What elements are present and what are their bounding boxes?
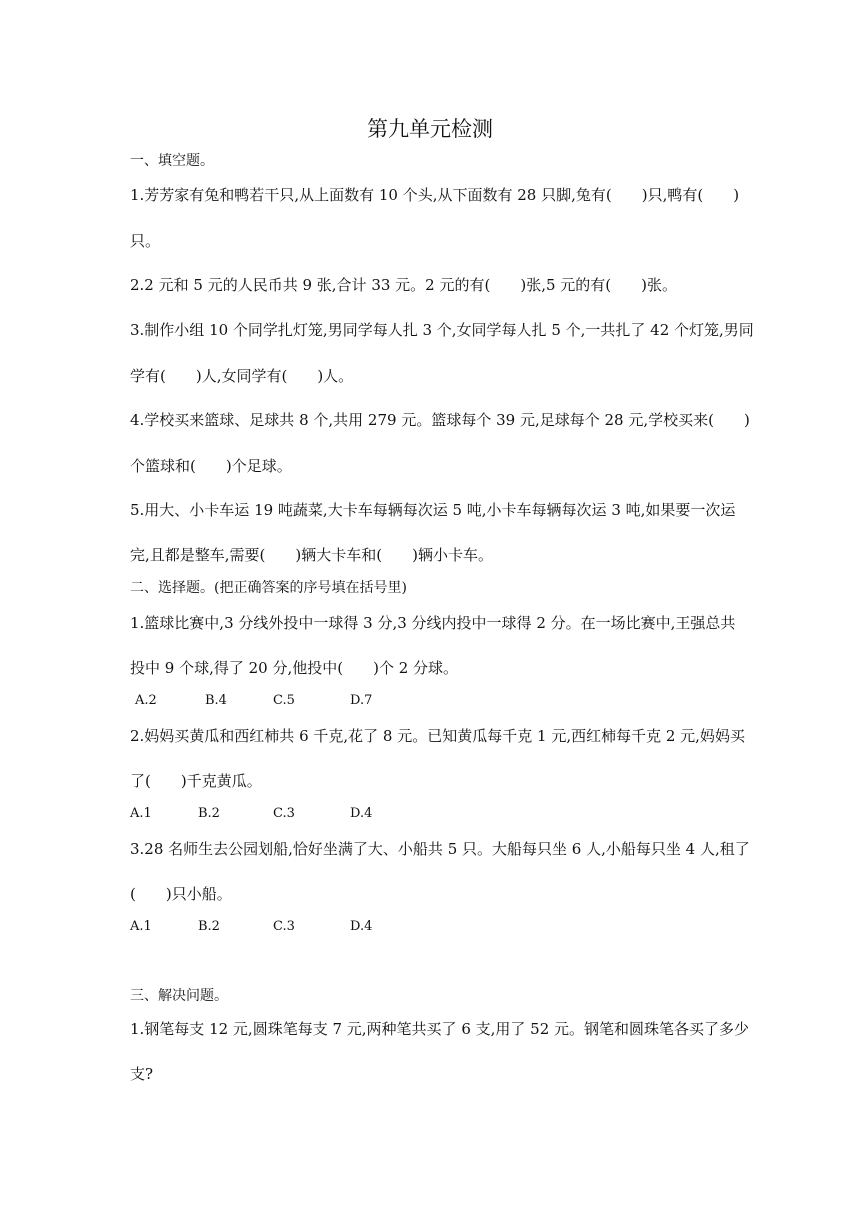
section-heading-multiple-choice: 二、选择题。(把正确答案的序号填在括号里) xyxy=(130,580,407,596)
option-c: C.5 xyxy=(273,693,295,708)
option-d: D.7 xyxy=(350,693,373,708)
question-2-1-line-1: 1.篮球比赛中,3 分线外投中一球得 3 分,3 分线内投中一球得 2 分。在一场比赛中,王强总共 xyxy=(130,614,736,632)
question-1-1-line-2: 只。 xyxy=(130,232,161,250)
question-2-2-line-2: 了( )千克黄瓜。 xyxy=(130,772,262,790)
question-1-1-line-1: 1.芳芳家有兔和鸭若干只,从上面数有 10 个头,从下面数有 28 只脚,兔有( )只,鸭有( ) xyxy=(130,186,740,204)
question-3-1-line-2: 支? xyxy=(130,1065,154,1083)
question-1-5-line-2: 完,且都是整车,需要( )辆大卡车和( )辆小卡车。 xyxy=(130,546,493,564)
question-2-2-line-1: 2.妈妈买黄瓜和西红柿共 6 千克,花了 8 元。已知黄瓜每千克 1 元,西红柿每千克 2 元,妈妈买 xyxy=(130,727,745,745)
option-a: A.2 xyxy=(135,693,157,708)
option-a: A.1 xyxy=(130,919,152,934)
option-b: B.4 xyxy=(205,693,227,708)
option-b: B.2 xyxy=(198,919,220,934)
question-1-3-line-2: 学有( )人,女同学有( )人。 xyxy=(130,367,354,385)
question-2-3-line-1: 3.28 名师生去公园划船,恰好坐满了大、小船共 5 只。大船每只坐 6 人,小船每只坐 4 人,租了 xyxy=(130,840,750,858)
question-1-5-line-1: 5.用大、小卡车运 19 吨蔬菜,大卡车每辆每次运 5 吨,小卡车每辆每次运 3 吨,如果要一次运 xyxy=(130,501,736,519)
option-d: D.4 xyxy=(350,806,373,821)
question-1-4-line-2: 个篮球和( )个足球。 xyxy=(130,457,292,475)
page-title: 第九单元检测 xyxy=(367,117,493,141)
question-2-1-line-2: 投中 9 个球,得了 20 分,他投中( )个 2 分球。 xyxy=(130,659,459,677)
option-c: C.3 xyxy=(273,806,295,821)
option-a: A.1 xyxy=(130,806,152,821)
question-1-2-line-1: 2.2 元和 5 元的人民币共 9 张,合计 33 元。2 元的有( )张,5 元的有( )张。 xyxy=(130,276,677,294)
question-2-3-line-2: ( )只小船。 xyxy=(130,885,232,903)
option-d: D.4 xyxy=(350,919,373,934)
question-1-3-line-1: 3.制作小组 10 个同学扎灯笼,男同学每人扎 3 个,女同学每人扎 5 个,一共扎了 42 个灯笼,男同 xyxy=(130,321,754,339)
section-heading-problem-solving: 三、解决问题。 xyxy=(130,988,228,1004)
option-c: C.3 xyxy=(273,919,295,934)
section-heading-fill-blank: 一、填空题。 xyxy=(130,153,214,169)
question-3-1-line-1: 1.钢笔每支 12 元,圆珠笔每支 7 元,两种笔共买了 6 支,用了 52 元。钢笔和圆珠笔各买了多少 xyxy=(130,1020,750,1038)
option-b: B.2 xyxy=(198,806,220,821)
question-1-4-line-1: 4.学校买来篮球、足球共 8 个,共用 279 元。篮球每个 39 元,足球每个 28 元,学校买来( ) xyxy=(130,411,750,429)
